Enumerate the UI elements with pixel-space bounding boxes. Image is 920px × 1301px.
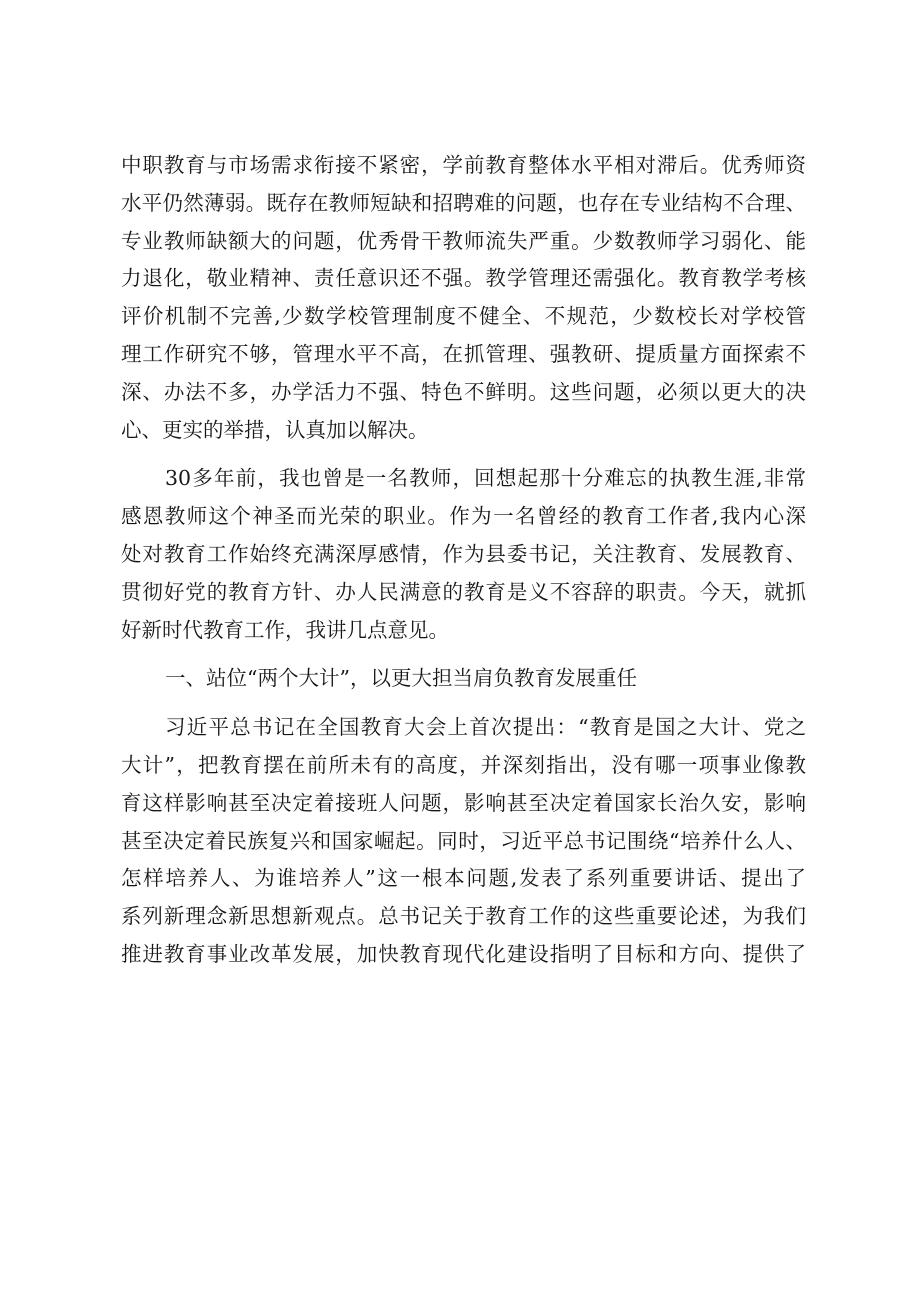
paragraph-1-line: 水平仍然薄弱。既存在教师短缺和招聘难的问题，也存在专业结构不合理、 bbox=[121, 190, 806, 215]
paragraph-2-line: 好新时代教育工作，我讲几点意见。 bbox=[121, 617, 449, 642]
paragraph-spacer bbox=[121, 649, 806, 660]
paragraph-3-line: 系列新理念新思想新观点。总书记关于教育工作的这些重要论述，为我们 bbox=[121, 904, 806, 929]
paragraph-3-line: 大计”，把教育摆在前所未有的高度，并深刻指出，没有哪一项事业像教 bbox=[121, 752, 806, 777]
paragraph-1-line: 专业教师缺额大的问题，优秀骨干教师流失严重。少数教师学习弱化、能 bbox=[121, 228, 806, 253]
section-heading-text: 一、站位“两个大计”，以更大担当肩负教育发展重任 bbox=[165, 666, 637, 691]
paragraph-1-line: 中职教育与市场需求衔接不紧密，学前教育整体水平相对滞后。优秀师资 bbox=[121, 153, 806, 177]
paragraph-spacer bbox=[121, 449, 806, 460]
paragraph-3-line: 育这样影响甚至决定着接班人问题，影响甚至决定着国家长治久安，影响 bbox=[121, 790, 806, 815]
section-heading bbox=[121, 660, 806, 698]
paragraph-1-line: 深、办法不多，办学活力不强、特色不鲜明。这些问题，必须以更大的决 bbox=[121, 379, 806, 404]
paragraph-2 bbox=[121, 460, 806, 649]
paragraph-3 bbox=[121, 709, 806, 974]
paragraph-1-line: 力退化，敬业精神、责任意识还不强。教学管理还需强化。教育教学考核 bbox=[121, 266, 806, 291]
paragraph-2-line: 贯彻好党的教育方针、办人民满意的教育是义不容辞的职责。今天，就抓 bbox=[121, 579, 806, 604]
paragraph-3-line: 推进教育事业改革发展，加快教育现代化建设指明了目标和方向、提供了 bbox=[121, 941, 806, 966]
paragraph-3-line: 甚至决定着民族复兴和国家崛起。同时，习近平总书记围绕“培养什么人、 bbox=[121, 828, 806, 853]
paragraph-2-line: 感恩教师这个神圣而光荣的职业。作为一名曾经的教育工作者,我内心深 bbox=[121, 504, 806, 529]
paragraph-2-line: 处对教育工作始终充满深厚感情，作为县委书记，关注教育、发展教育、 bbox=[121, 541, 806, 566]
paragraph-3-line: 习近平总书记在全国教育大会上首次提出：“教育是国之大计、党之 bbox=[165, 715, 806, 740]
paragraph-2-line: 30多年前，我也曾是一名教师，回想起那十分难忘的执教生涯,非常 bbox=[165, 466, 806, 491]
paragraph-1 bbox=[121, 147, 806, 449]
paragraph-1-line: 心、更实的举措，认真加以解决。 bbox=[121, 417, 429, 442]
paragraph-spacer bbox=[121, 698, 806, 709]
document-body bbox=[121, 147, 806, 974]
paragraph-3-line: 怎样培养人、为谁培养人”这一根本问题,发表了系列重要讲话、提出了 bbox=[121, 866, 806, 891]
paragraph-1-line: 评价机制不完善,少数学校管理制度不健全、不规范，少数校长对学校管 bbox=[121, 304, 806, 329]
paragraph-1-line: 理工作研究不够，管理水平不高，在抓管理、强教研、提质量方面探索不 bbox=[121, 341, 806, 366]
